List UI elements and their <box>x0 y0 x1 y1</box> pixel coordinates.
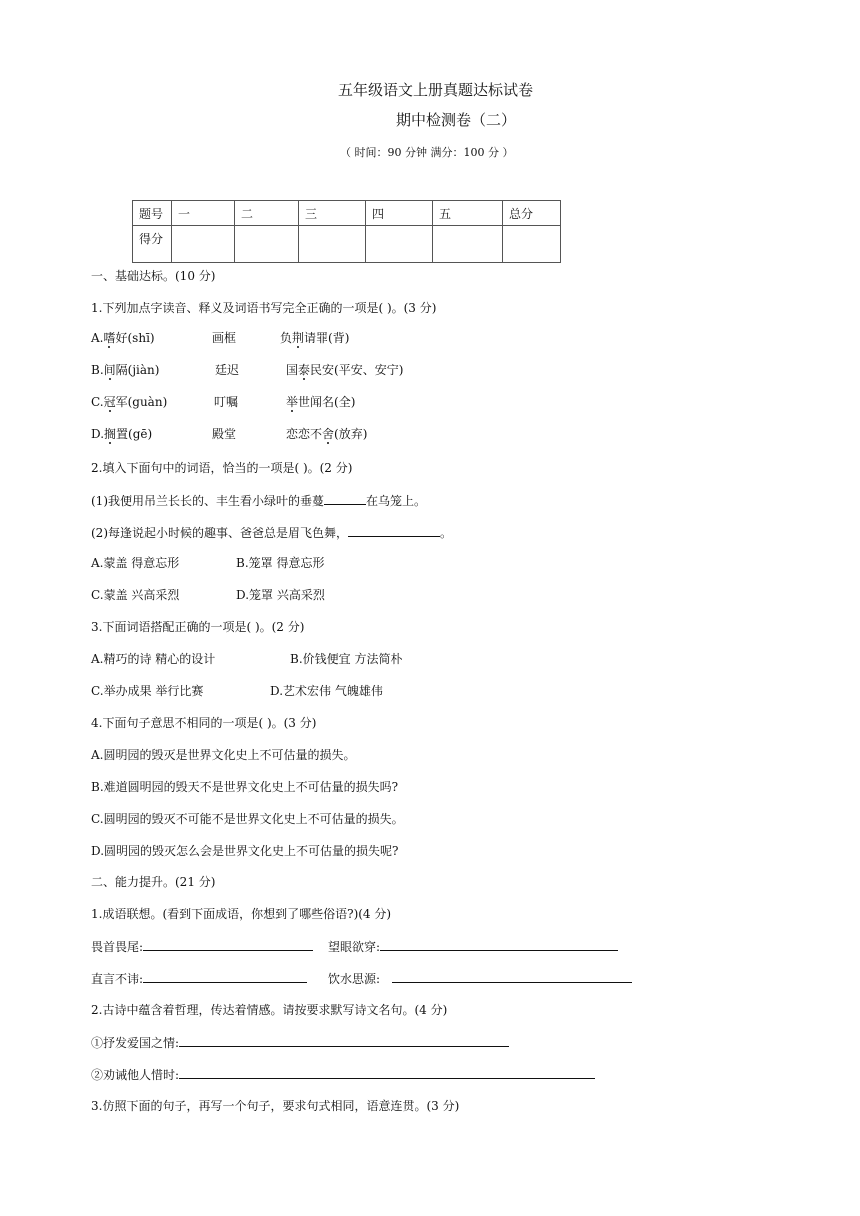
score-cell[interactable] <box>299 226 366 263</box>
q2-blank-2[interactable] <box>348 524 440 537</box>
s2-q2-item-1: ①抒发爱国之情: <box>91 1034 509 1051</box>
s2-q1-item-3: 直言不讳: <box>91 970 307 987</box>
score-table-header: 五 <box>433 201 503 226</box>
score-cell[interactable] <box>366 226 433 263</box>
s2-q1-item-1: 畏首畏尾: <box>91 938 313 955</box>
score-table-header: 题号 <box>133 201 172 226</box>
score-table-header: 二 <box>235 201 299 226</box>
q2-option-c: C.蒙盖 兴高采烈 <box>91 588 180 602</box>
q4-option-a: A.圆明园的毁灭是世界文化史上不可估量的损失。 <box>91 748 356 762</box>
q1-option-b: B.间隔(jiàn) <box>91 363 160 377</box>
q2-sentence-2: (2)每逢说起小时候的趣事、爸爸总是眉飞色舞， 。 <box>91 526 453 540</box>
exam-meta: （ 时间：90 分钟 满分：100 分 ） <box>340 146 514 159</box>
s2-q2-blank-2[interactable] <box>179 1066 595 1079</box>
score-cell[interactable] <box>172 226 235 263</box>
q2-sentence-1: (1)我便用吊兰长长的、丰生看小绿叶的垂蔓 在乌笼上。 <box>91 494 427 508</box>
s2-q1-blank-4[interactable] <box>392 970 632 983</box>
score-table-header: 四 <box>366 201 433 226</box>
q1-option-d-word2: 殿堂 <box>212 427 237 441</box>
s2-q1-blank-2[interactable] <box>380 938 618 951</box>
q4-option-b: B.难道圆明园的毁天不是世界文化史上不可估量的损失吗? <box>91 780 399 794</box>
q1-stem: 1.下列加点字读音、释义及词语书写完全正确的一项是( )。(3 分) <box>91 301 437 315</box>
q1-option-a-word3: 负荆请罪(背) <box>280 331 350 345</box>
q2-option-a: A.蒙盖 得意忘形 <box>91 556 180 570</box>
q1-option-c-word3: 举世闻名(全) <box>286 395 356 409</box>
q1-option-a: A.嗜好(shī) <box>91 331 155 345</box>
s2-q1-item-4: 饮水思源: <box>328 970 632 987</box>
q3-option-a: A.精巧的诗 精心的设计 <box>91 652 216 666</box>
q1-option-c-word2: 叮嘱 <box>214 395 239 409</box>
q2-option-b: B.笼罩 得意忘形 <box>236 556 325 570</box>
s2-q3-stem: 3.仿照下面的句子，再写一个句子，要求句式相同，语意连贯。(3 分) <box>91 1099 460 1113</box>
s2-q1-stem: 1.成语联想。(看到下面成语，你想到了哪些俗语?)(4 分) <box>91 907 392 921</box>
q1-option-b-word2: 廷迟 <box>215 363 240 377</box>
q4-option-d: D.圆明园的毁灭怎么会是世界文化史上不可估量的损失呢? <box>91 844 399 858</box>
score-table-header-row <box>133 201 561 226</box>
s2-q1-blank-1[interactable] <box>143 938 313 951</box>
score-cell[interactable] <box>235 226 299 263</box>
score-table-header: 总分 <box>503 201 561 226</box>
score-cell[interactable] <box>433 226 503 263</box>
s2-q1-blank-3[interactable] <box>143 970 307 983</box>
q1-option-d-word3: 恋恋不舍(放弃) <box>286 427 368 441</box>
s2-q1-item-2: 望眼欲穿: <box>328 938 618 955</box>
q3-option-c: C.举办成果 举行比赛 <box>91 684 204 698</box>
q1-option-c: C.冠军(guàn) <box>91 395 168 409</box>
score-cell[interactable] <box>503 226 561 263</box>
q4-option-c: C.圆明园的毁灭不可能不是世界文化史上不可估量的损失。 <box>91 812 404 826</box>
s2-q2-item-2: ②劝诫他人惜时: <box>91 1066 595 1083</box>
exam-title: 五年级语文上册真题达标试卷 <box>338 81 534 99</box>
q1-option-d: D.搁置(gē) <box>91 427 153 441</box>
q4-stem: 4.下面句子意思不相同的一项是( )。(3 分) <box>91 716 317 730</box>
score-table-header: 三 <box>299 201 366 226</box>
q1-option-b-word3: 国泰民安(平安、安宁) <box>286 363 404 377</box>
q3-option-d: D.艺术宏伟 气魄雄伟 <box>270 684 383 698</box>
s2-q2-stem: 2.古诗中蕴含着哲理，传达着情感。请按要求默写诗文名句。(4 分) <box>91 1003 448 1017</box>
q2-blank-1[interactable] <box>324 492 366 505</box>
q2-option-d: D.笼罩 兴高采烈 <box>236 588 325 602</box>
q1-option-a-word2: 画框 <box>212 331 237 345</box>
score-table-header: 一 <box>172 201 235 226</box>
score-row-label: 得分 <box>133 226 172 263</box>
section1-heading: 一、基础达标。(10 分) <box>91 269 216 283</box>
exam-subtitle: 期中检测卷（二） <box>396 111 517 129</box>
score-table-score-row <box>133 226 561 263</box>
q3-option-b: B.价钱便宜 方法简朴 <box>290 652 403 666</box>
q3-stem: 3.下面词语搭配正确的一项是( )。(2 分) <box>91 620 305 634</box>
score-table <box>132 200 561 263</box>
q2-stem: 2.填入下面句中的词语，恰当的一项是( )。(2 分) <box>91 461 353 475</box>
section2-heading: 二、能力提升。(21 分) <box>91 875 216 889</box>
s2-q2-blank-1[interactable] <box>179 1034 509 1047</box>
